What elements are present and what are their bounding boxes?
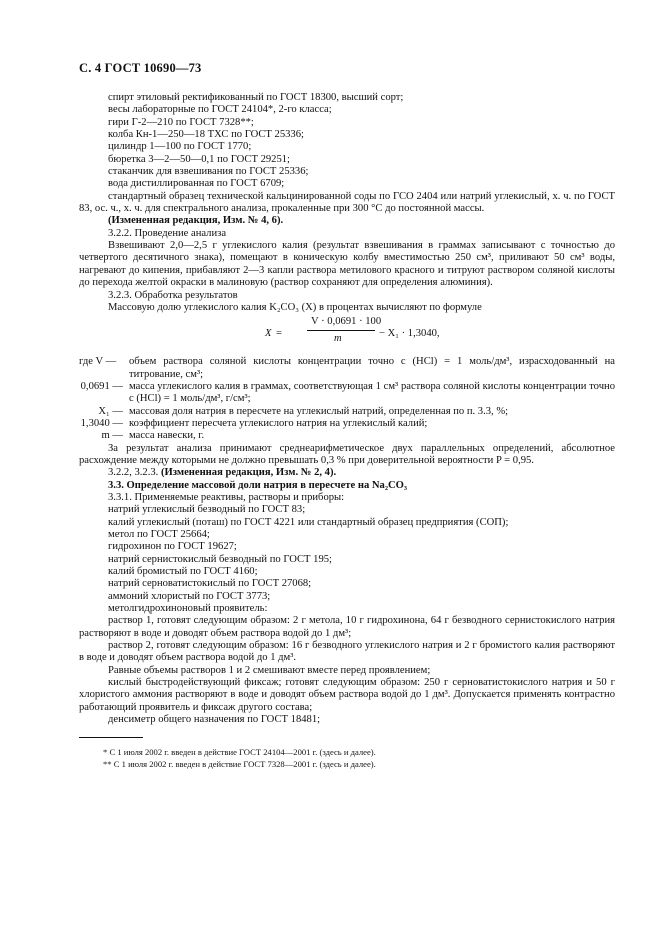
section-title-3-2-3: 3.2.3. Обработка результатов: [108, 289, 238, 301]
definition-item: [79, 356, 615, 381]
equipment-item: бюретка 3—2—50—0,1 по ГОСТ 29251;: [108, 153, 290, 165]
page-header: С. 4 ГОСТ 10690—73: [79, 61, 202, 75]
equipment-item: вода дистиллированная по ГОСТ 6709;: [108, 178, 285, 190]
reagent-item: раствор 2, готовят следующим образом: 16 г безводного углекислого натрия и 2 г бромистого калия растворяют в воде и доводят объем раствора водой до 1 дм³.: [79, 640, 615, 664]
formula-tail: − X₁ · 1,3040,: [379, 328, 440, 340]
equipment-list: [79, 92, 615, 215]
equipment-item: цилиндр 1—100 по ГОСТ 1770;: [108, 141, 252, 153]
definition-term: 0,0691 —: [80, 380, 123, 392]
footnote: * С 1 июля 2002 г. введен в действие ГОСТ 24104—2001 г. (здесь и далее).: [103, 746, 376, 757]
equipment-item: гири Г-2—210 по ГОСТ 7328**;: [108, 116, 254, 128]
equipment-item: весы лабораторные по ГОСТ 24104*, 2-го класса;: [108, 104, 332, 116]
definition-term: где V —: [79, 356, 117, 368]
reagent-item: калий бромистый по ГОСТ 4160;: [108, 566, 258, 578]
result-text: За результат анализа принимают среднеарифметическое двух параллельных определений, абсолютное расхождение между которыми не должно превышать 0,3 % при доверительной вероятности P = 0,95.: [79, 442, 615, 466]
formula-denominator: m: [334, 333, 342, 345]
reagent-item: Равные объемы растворов 1 и 2 смешивают вместе перед проявлением;: [108, 664, 431, 676]
equipment-item: колба Кн-1—250—18 ТХС по ГОСТ 25336;: [108, 129, 304, 141]
reagent-item: калий углекислый (поташ) по ГОСТ 4221 или стандартный образец предприятия (СОП);: [108, 516, 509, 528]
reagent-item: метолгидрохиноновый проявитель:: [108, 603, 268, 615]
definition-text: масса углекислого калия в граммах, соответствующая 1 см³ раствора соляной кислоты концентрации точно с (HCl) = 1 моль/дм³, г/см³;: [129, 380, 615, 405]
reagent-item: натрий серноватистокислый по ГОСТ 27068;: [108, 578, 312, 590]
fraction-bar: [307, 330, 375, 331]
formula-numerator: V · 0,0691 · 100: [311, 316, 382, 328]
definition-text: массовая доля натрия в пересчете на углекислый натрий, определенная по п. 3.3, %;: [129, 405, 509, 417]
definition-term: X₁ —: [98, 405, 123, 417]
reagent-item: денсиметр общего назначения по ГОСТ 18481;: [108, 714, 321, 726]
reagent-item: натрий углекислый безводный по ГОСТ 83;: [108, 504, 306, 516]
definition-item: [79, 406, 615, 418]
section-title-3-3-1: 3.3.1. Применяемые реактивы, растворы и приборы:: [108, 491, 345, 503]
definition-text: масса навески, г.: [129, 430, 205, 442]
edition-note-2-prefix: 3.2.2, 3.2.3.: [108, 467, 159, 479]
footnote-divider: [79, 737, 143, 738]
formula-lhs: X: [265, 328, 272, 340]
definition-term: m —: [101, 430, 123, 442]
reagent-item: кислый быстродействующий фиксаж; готовят следующим образом: 250 г серноватистокислого натрия и 50 г хлористого аммония растворяют в воде и доводят объем раствора водой до 1 дм³. Допускается применять контрастно работающий проявитель и фиксаж другого состава;: [79, 677, 615, 713]
equipment-item: стаканчик для взвешивания по ГОСТ 25336;: [108, 166, 309, 178]
section-title-3-2-2: 3.2.2. Проведение анализа: [108, 227, 227, 239]
section-text-3-2-2: Взвешивают 2,0—2,5 г углекислого калия (результат взвешивания в граммах записывают с точностью до четвертого десятичного знака), помещают в коническую колбу вместимостью 250 см³, приливают 50 см³ воды, нагревают до кипения, прибавляют 2—3 капли раствора метилового красного и титруют раствором соляной кислоты до перехода желтой окраски в малиновую (раствор сохраняют для определения алюминия).: [79, 240, 615, 289]
edition-note-2: [79, 467, 615, 479]
definition-item: [79, 381, 615, 406]
edition-note-2-text: (Измененная редакция, Изм. № 2, 4).: [160, 467, 337, 479]
formula: [79, 316, 615, 354]
definition-text: коэффициент пересчета углекислого натрия на углекислый калий;: [129, 417, 428, 429]
definition-text: объем раствора соляной кислоты концентрации точно с (HCl) = 1 моль/дм³, израсходованный на титрование, см³;: [129, 356, 615, 380]
formula-equals: =: [276, 328, 282, 340]
document-body: [79, 92, 615, 770]
footnote: ** С 1 июля 2002 г. введен в действие ГОСТ 7328—2001 г. (здесь и далее).: [103, 758, 376, 769]
reagent-item: аммоний хлористый по ГОСТ 3773;: [108, 590, 271, 602]
equipment-item: спирт этиловый ректификованный по ГОСТ 18300, высший сорт;: [108, 92, 404, 103]
equipment-item: стандартный образец технической кальцинированной соды по ГСО 2404 или натрий углекислый, х. ч. по ГОСТ 83, ос. ч., х. ч. для спектрального анализа, прокаленные при 300 °С до постоянной массы.: [79, 190, 615, 215]
reagent-item: раствор 1, готовят следующим образом: 2 г метола, 10 г гидрохинона, 64 г безводного сернистокислого натрия растворяют в воде и доводят объем раствора водой до 1 дм³;: [79, 615, 615, 639]
section-title-3-3: 3.3. Определение массовой доли натрия в пересчете на Na₂CO₃: [108, 479, 408, 491]
reagent-item: натрий сернистокислый безводный по ГОСТ 195;: [108, 553, 332, 565]
section-text-3-2-3: Массовую долю углекислого калия K₂CO₃ (X) в процентах вычисляют по формуле: [108, 301, 482, 313]
edition-note: (Измененная редакция, Изм. № 4, 6).: [108, 215, 284, 227]
reagent-item: метол по ГОСТ 25664;: [108, 529, 210, 540]
reagent-list: [79, 504, 615, 726]
reagent-item: гидрохинон по ГОСТ 19627;: [108, 541, 237, 553]
definition-item: [79, 418, 615, 430]
definition-list: [79, 356, 615, 442]
definition-term: 1,3040 —: [80, 417, 123, 429]
definition-item: [79, 430, 615, 442]
